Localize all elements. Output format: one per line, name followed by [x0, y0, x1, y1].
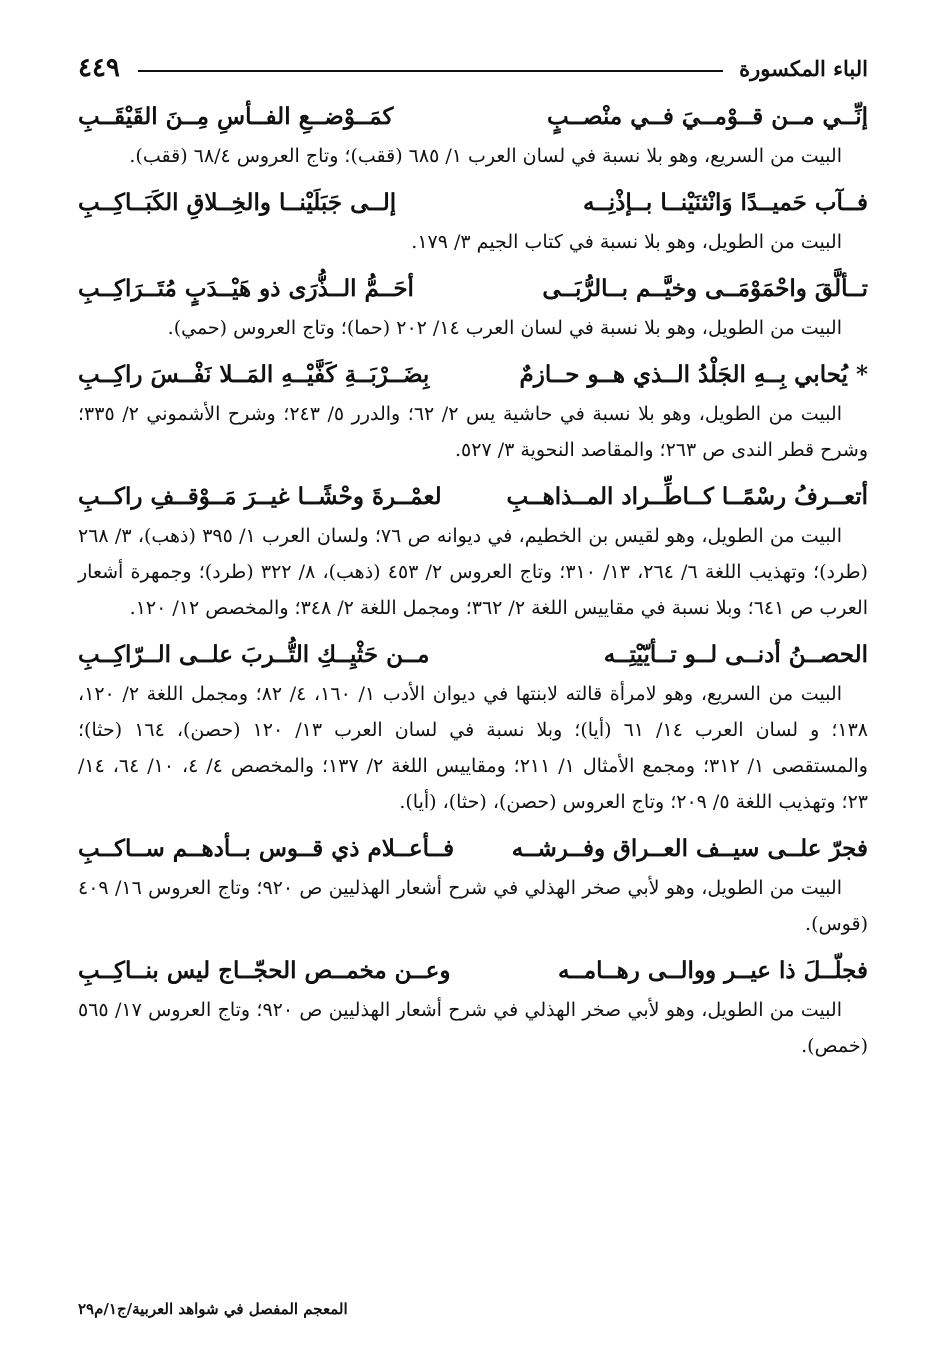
verse-first-hemistich: فجرّ علــى سيــف العــراق وفــرشــه — [511, 835, 868, 862]
verse-line — [78, 182, 868, 224]
verse-entry — [78, 476, 868, 626]
verse-commentary: البيت من الطويل، وهو لقيس بن الخطيم، في ديوانه ص ٧٦؛ ولسان العرب ١/ ٣٩٥ (ذهب)، ٣/ ٢٦٨ (طرد)؛ وتهذيب اللغة ٦/ ٢٦٤، ١٣/ ٣١٠؛ وتاج العروس ٢/ ٤٥٣ (ذهب)، ٨/ ٣٢٢ (طرد)؛ وجمهرة أشعار العرب ص ٦٤١؛ وبلا نسبة في مقاييس اللغة ٢/ ٣٦٢؛ ومجمل اللغة ٢/ ٣٤٨؛ والمخصص ١٢/ ١٢٠. — [78, 525, 868, 619]
page-header — [78, 48, 868, 88]
verse-second-hemistich: إلــى جَبَلَيْنــا والخِــلاقِ الكَبَــاكِــبِ — [78, 189, 397, 216]
verse-second-hemistich: فــأعــلام ذي قــوس بــأدهــم ســاكــبِ — [78, 835, 455, 862]
verse-commentary: البيت من الطويل، وهو لأبي صخر الهذلي في شرح أشعار الهذليين ص ٩٢٠؛ وتاج العروس ١٦/ ٤٠٩ (قوس). — [78, 877, 868, 935]
verse-first-hemistich: تــألَّقَ واحْمَوْمَــى وخيَّــم بــالرُّبَــى — [542, 275, 868, 302]
verse-second-hemistich: أحَــمُّ الــذُّرَى ذو هَيْــدَبٍ مُتَــرَاكِــبِ — [78, 275, 414, 302]
verse-first-hemistich: الحصــنُ أدنــى لــو تــأيّيْتِــه — [603, 641, 868, 668]
verse-second-hemistich: كمَــوْضــعِ الفــأسِ مِــنَ القَيْقَــبِ — [78, 103, 394, 130]
book-page — [78, 48, 868, 1064]
verse-line — [78, 268, 868, 310]
running-title: الباء المكسورة — [739, 55, 868, 81]
verse-second-hemistich: لعمْــرةَ وحْشًــا غيــرَ مَــوْقــفِ راكــبِ — [78, 483, 442, 510]
verse-first-hemistich: فجلّــلَ ذا عيــر ووالــى رهــامــه — [558, 957, 868, 984]
verse-entry — [78, 634, 868, 820]
verse-entry — [78, 96, 868, 174]
verse-commentary: البيت من الطويل، وهو لأبي صخر الهذلي في شرح أشعار الهذليين ص ٩٢٠؛ وتاج العروس ١٧/ ٥٦٥ (خمص). — [78, 999, 868, 1057]
verse-line — [78, 828, 868, 870]
verse-commentary: البيت من الطويل، وهو بلا نسبة في حاشية يس ٢/ ٦٢؛ والدرر ٥/ ٢٤٣؛ وشرح الأشموني ٢/ ٣٣٥؛ وشرح قطر الندى ص ٢٦٣؛ والمقاصد النحوية ٣/ ٥٢٧. — [78, 403, 868, 461]
verse-commentary: البيت من الطويل، وهو بلا نسبة في كتاب الجيم ٣/ ١٧٩. — [411, 231, 842, 253]
verse-line — [78, 950, 868, 992]
verse-second-hemistich: وعــن مخمــص الحجّــاج ليس بنــاكِــبِ — [78, 957, 451, 984]
verse-first-hemistich: فــآب حَميــدًا وَانْثنَيْنــا بــإذْنِــه — [582, 189, 868, 216]
verse-entry — [78, 182, 868, 260]
verse-line — [78, 354, 868, 396]
verse-first-hemistich: أتعــرفُ رسْمًــا كــاطِّــراد المــذاهــبِ — [506, 483, 868, 510]
header-rule — [138, 70, 723, 72]
verse-line — [78, 96, 868, 138]
verse-commentary: البيت من السريع، وهو لامرأة قالته لابنتها في ديوان الأدب ١/ ١٦٠، ٤/ ٨٢؛ ومجمل اللغة ٢/ ١٢٠، ١٣٨؛ و لسان العرب ١٤/ ٦١ (أيا)؛ وبلا نسبة في لسان العرب ١٣/ ١٢٠ (حصن)، ١٦٤ (حثا)؛ والمستقصى ١/ ٣١٢؛ ومجمع الأمثال ١/ ٢١١؛ ومقاييس اللغة ٢/ ١٣٧؛ والمخصص ٤/ ٤، ١٠/ ٦٤، ١٤/ ٢٣؛ وتهذيب اللغة ٥/ ٢٠٩؛ وتاج العروس (حصن)، (حثا)، (أيا). — [78, 683, 868, 813]
verse-first-hemistich: إنِّــي مــن قــوْمــيَ فــي منْصــبٍ — [546, 103, 868, 130]
page-number: ٤٤٩ — [78, 53, 120, 83]
page-footer: المعجم المفصل في شواهد العربية/ج١/م٢٩ — [78, 1300, 348, 1318]
verse-second-hemistich: بِضَــرْبَــةِ كَفَّيْــهِ المَــلا نَفْــسَ راكِــبِ — [78, 361, 430, 388]
verse-entry — [78, 828, 868, 942]
verse-entry — [78, 268, 868, 346]
verse-entry — [78, 354, 868, 468]
verse-commentary: البيت من السريع، وهو بلا نسبة في لسان العرب ١/ ٦٨٥ (ققب)؛ وتاج العروس ٦٨/٤ (ققب). — [129, 145, 842, 167]
verse-line — [78, 634, 868, 676]
verse-second-hemistich: مــن حَثْيِــكِ التُّــربَ علــى الــرّاكِــبِ — [78, 641, 430, 668]
verse-entry — [78, 950, 868, 1064]
verse-commentary: البيت من الطويل، وهو بلا نسبة في لسان العرب ١٤/ ٢٠٢ (حما)؛ وتاج العروس (حمي). — [167, 317, 842, 339]
verse-line — [78, 476, 868, 518]
verse-first-hemistich: * يُحابي بِــهِ الجَلْدُ الــذي هــو حــازمٌ — [519, 361, 868, 388]
